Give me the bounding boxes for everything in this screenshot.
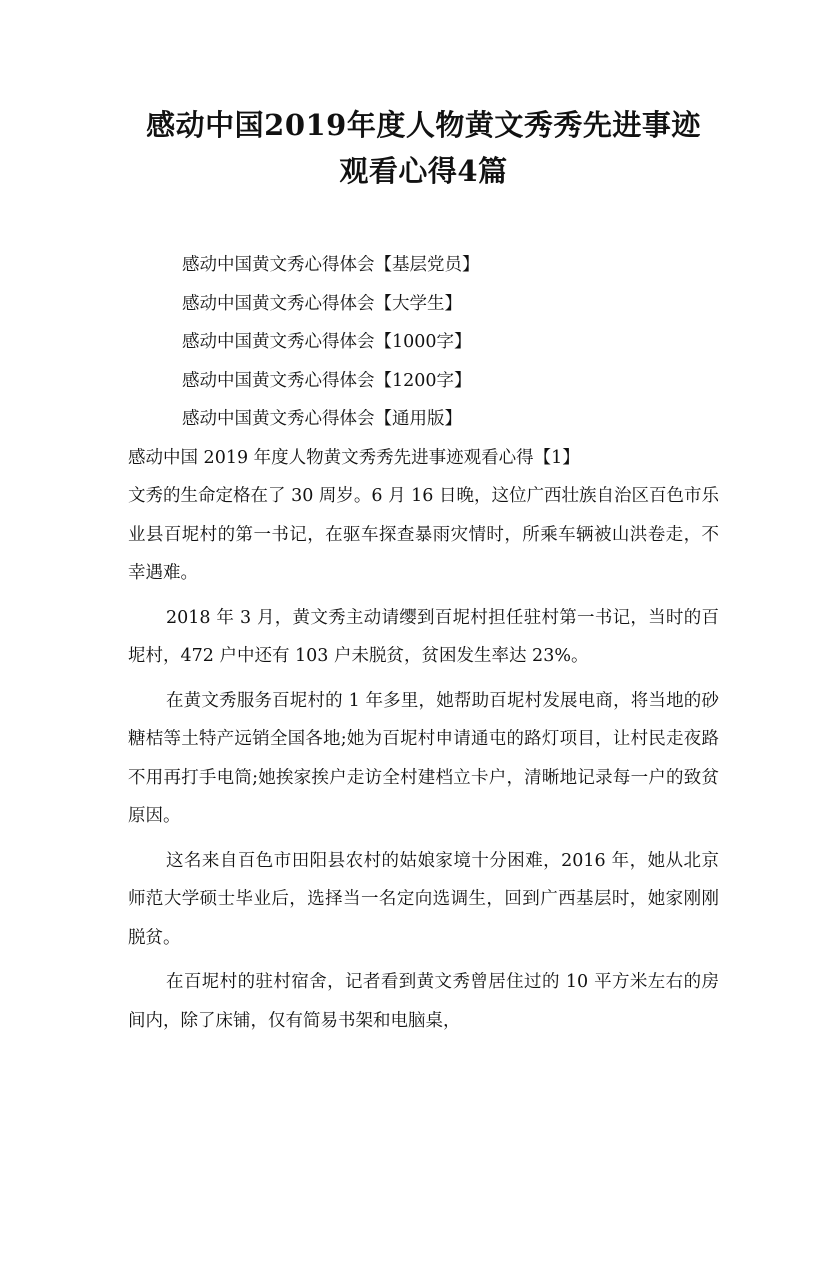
body-paragraph: 在黄文秀服务百坭村的 1 年多里，她帮助百坭村发展电商，将当地的砂糖桔等土特产远销全国各地;她为百坭村申请通屯的路灯项目，让村民走夜路不用再打手电筒;她挨家挨户走访全村建档立卡户，清晰地记录每一户的致贫原因。 bbox=[128, 690, 719, 826]
document-title-line-2: 观看心得4篇 bbox=[339, 154, 508, 188]
toc-item: 感动中国黄文秀心得体会【1000字】 bbox=[182, 332, 472, 352]
table-of-contents bbox=[128, 246, 719, 439]
section-heading: 感动中国 2019 年度人物黄文秀秀先进事迹观看心得【1】 bbox=[128, 447, 580, 468]
toc-item: 感动中国黄文秀心得体会【通用版】 bbox=[182, 409, 462, 429]
document-page bbox=[0, 102, 827, 1272]
document-title-line-1: 感动中国2019年度人物黄文秀秀先进事迹 bbox=[146, 108, 701, 142]
body-paragraph: 这名来自百色市田阳县农村的姑娘家境十分困难，2016 年，她从北京师范大学硕士毕业后，选择当一名定向选调生，回到广西基层时，她家刚刚脱贫。 bbox=[128, 850, 719, 948]
toc-item: 感动中国黄文秀心得体会【基层党员】 bbox=[182, 255, 480, 275]
body-paragraph: 文秀的生命定格在了 30 周岁。6 月 16 日晚，这位广西壮族自治区百色市乐业县百坭村的第一书记，在驱车探查暴雨灾情时，所乘车辆被山洪卷走，不幸遇难。 bbox=[128, 486, 719, 583]
document-title bbox=[128, 102, 719, 194]
body-paragraph: 2018 年 3 月，黄文秀主动请缨到百坭村担任驻村第一书记，当时的百坭村，472 户中还有 103 户未脱贫，贫困发生率达 23%。 bbox=[128, 607, 719, 666]
toc-item: 感动中国黄文秀心得体会【1200字】 bbox=[182, 370, 472, 391]
toc-item: 感动中国黄文秀心得体会【大学生】 bbox=[182, 293, 462, 314]
body-paragraph: 在百坭村的驻村宿舍，记者看到黄文秀曾居住过的 10 平方米左右的房间内，除了床铺，仅有简易书架和电脑桌， bbox=[128, 972, 719, 1031]
